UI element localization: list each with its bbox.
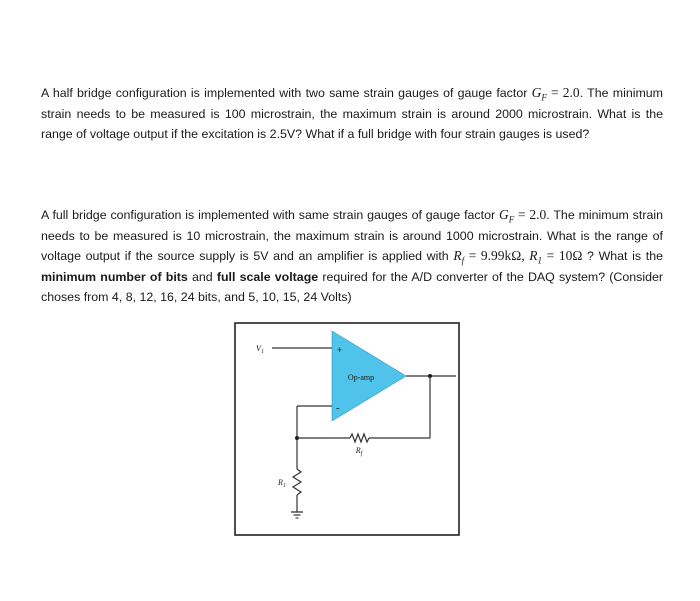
- problem-2-body: . The minimum strain needs to be measured is 10 microstrain, the maximum strain is around 1000 microstrain. What is the range of voltage output if the source supply is 5V and an amplifier is applied with: [41, 208, 663, 263]
- min-bits-emphasis: minimum number of bits: [41, 269, 188, 284]
- gauge-factor-formula: $G_F = 2.0$: [498, 207, 547, 225]
- rf-value-formula: $R_f = 9.99k\Omega$, $R_1 = 10\Omega$: [453, 248, 583, 266]
- gauge-factor-formula: $G_F = 2.0$: [531, 85, 580, 103]
- problem-1-body: . The minimum strain needs to be measured is 100 microstrain, the maximum strain is around 2000 microstrain. What is the range of voltage output if the excitation is 2.5V? What if a full bridge with four strain gauges is used?: [41, 86, 663, 141]
- opamp-circuit-diagram: [234, 322, 460, 536]
- full-scale-emphasis: full scale voltage: [216, 269, 319, 284]
- plus-sign: +: [337, 345, 343, 355]
- problem-2-intro: A full bridge configuration is implemented with same strain gauges of gauge factor: [41, 208, 499, 222]
- opamp-label: Op-amp: [347, 373, 375, 382]
- v1-label: $V_1$: [256, 344, 264, 355]
- problem-1-text: [41, 83, 663, 145]
- r1-label: $R_1$: [278, 478, 286, 489]
- minus-sign: -: [336, 402, 340, 414]
- rf-label: $R_f$: [355, 446, 363, 457]
- problem-1-intro: A half bridge configuration is implemented with two same strain gauges of gauge factor: [41, 86, 532, 100]
- problem-2-text: A full bridge configuration is implemented with same strain gauges of gauge factor $G_F = 2.0$. The minimum strain needs to be measured is 10 microstrain, the maximum strain is around 1000 microstrain. What is the range of voltage output if the source supply is 5V and an amplifier is applied with $R_f = 9.99k\Omega$, $R_1 = 10\Omega$ ? What is the minimum number of bits and full scale voltage required for the A/D converter of the DAQ system? (Consider choses from 4, 8, 12, 16, 24 bits, and 5, 10, 15, 24 Volts): [41, 207, 664, 304]
